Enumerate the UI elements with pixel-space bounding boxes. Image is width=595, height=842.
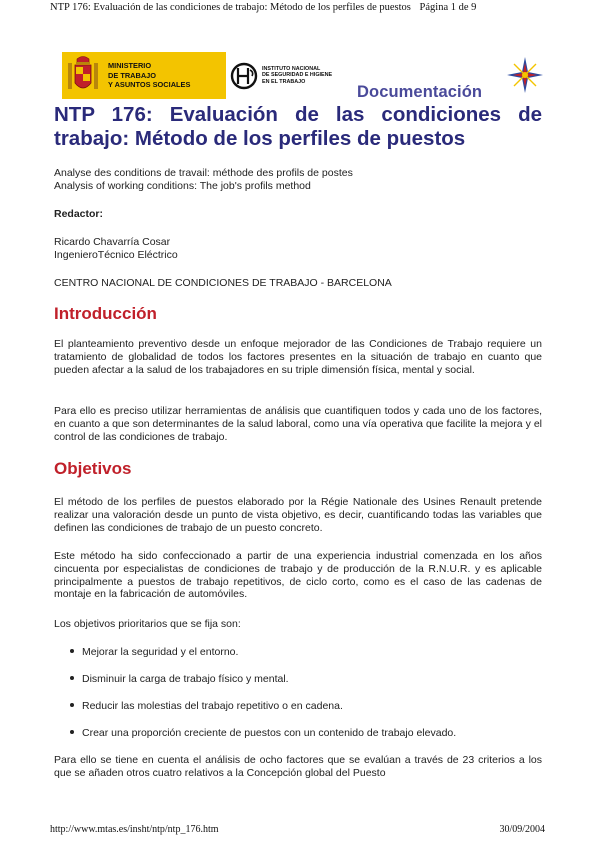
author-name: Ricardo Chavarría Cosar — [54, 236, 171, 248]
alt-title-fr: Analyse des conditions de travail: méthode des profils de postes — [54, 167, 353, 179]
running-title: NTP 176: Evaluación de las condiciones de trabajo: Método de los perfiles de puestos — [50, 2, 411, 13]
objetivos-paragraph-2: Este método ha sido confeccionado a partir de una experiencia industrial comenzada en los años cincuenta por especialistas de condiciones de trabajo y de producción de la R.N.U.R. y es aplicable principalmente a puestos de trabajo repetitivos, de ciclo corto, como es el caso de las cadenas de montaje en la fabricación de automóviles. — [54, 550, 542, 601]
documentacion-wordmark: Documentación — [357, 83, 483, 101]
objetivos-paragraph-4: Para ello se tiene en cuenta el análisis de ocho factores que se evalúan a través de 23 criterios a los que se añaden otros cuatro relativos a la Concepción global del Puesto — [54, 754, 542, 779]
section-heading-objetivos: Objetivos — [54, 459, 132, 478]
list-item: Mejorar la seguridad y el entorno. — [70, 646, 238, 658]
author-role: IngenieroTécnico Eléctrico — [54, 248, 178, 261]
list-item: Crear una proporción creciente de puestos con un contenido de trabajo elevado. — [70, 727, 456, 739]
section-heading-introduccion: Introducción — [54, 304, 157, 323]
ministry-name: MINISTERIO DE TRABAJO Y ASUNTOS SOCIALES — [108, 61, 191, 90]
page-title: NTP 176: Evaluación de las condiciones de trabajo: Método de los perfiles de puestos — [54, 103, 542, 150]
ministry-logo — [62, 52, 226, 99]
page-footer — [50, 824, 545, 835]
alt-title-en: Analysis of working conditions: The job's profils method — [54, 179, 311, 192]
center-name: CENTRO NACIONAL DE CONDICIONES DE TRABAJO - BARCELONA — [54, 277, 392, 289]
coat-of-arms-icon — [66, 55, 100, 97]
header-banner — [58, 52, 548, 102]
author-block — [54, 236, 542, 262]
alternate-titles — [54, 167, 542, 193]
print-date: 30/09/2004 — [499, 824, 545, 835]
insht-emblem-icon — [230, 62, 258, 90]
list-item: Disminuir la carga de trabajo físico y mental. — [70, 673, 289, 685]
page-number: Página 1 de 9 — [419, 2, 477, 13]
source-url[interactable]: http://www.mtas.es/insht/ntp/ntp_176.htm — [50, 824, 219, 835]
compass-star-icon — [506, 56, 544, 94]
author-label: Redactor: — [54, 208, 104, 220]
institute-logo — [226, 52, 352, 99]
intro-paragraph-2: Para ello es preciso utilizar herramientas de análisis que cuantifiquen todos y cada uno de los factores, en cuanto a que son determinantes de la salud laboral, como una vía operativa que facilite la mejora y el control de las condiciones de trabajo. — [54, 405, 542, 443]
institute-name: INSTITUTO NACIONAL DE SEGURIDAD E HIGIENE EN EL TRABAJO — [262, 65, 333, 85]
running-header — [50, 2, 545, 13]
objetivos-paragraph-1: El método de los perfiles de puestos elaborado por la Régie Nationale des Usines Renault pretende realizar una valoración desde un punto de vista objetivo, es decir, cuantificando todas las variables que definen las condiciones de trabajo de un puesto concreto. — [54, 496, 542, 534]
objetivos-paragraph-3: Los objetivos prioritarios que se fija son: — [54, 618, 241, 630]
intro-paragraph-1: El planteamiento preventivo desde un enfoque mejorador de las Condiciones de Trabajo requiere un tratamiento de globalidad de todos los factores presentes en la situación de trabajo en cuanto que pueden afectar a la salud de los trabajadores en su triple dimensión física, mental y social. — [54, 338, 542, 376]
list-item: Reducir las molestias del trabajo repetitivo o en cadena. — [70, 700, 343, 712]
